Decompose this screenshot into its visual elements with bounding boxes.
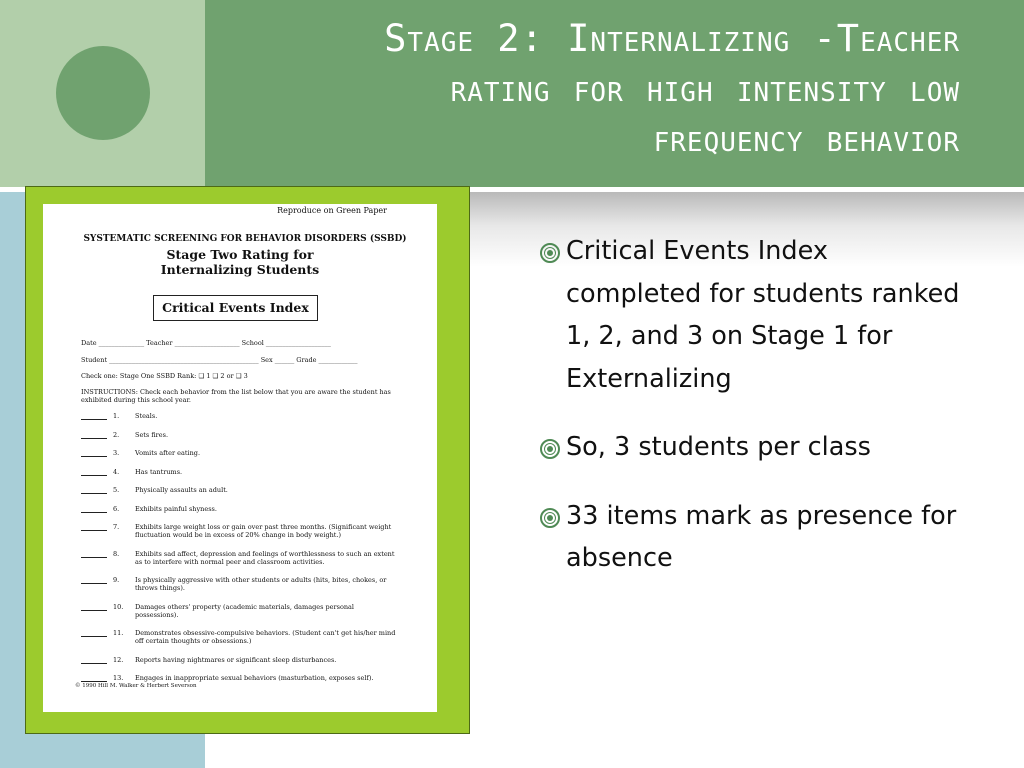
item-number: 12.: [113, 655, 124, 664]
title-line: Stage 2: Internalizing -Teacher: [384, 17, 960, 60]
item-text: Engages in inappropriate sexual behaviors (masturbation, exposes self).: [135, 674, 374, 682]
check-blank: [81, 523, 107, 531]
item-text: Steals.: [135, 412, 158, 420]
bullet-list: [538, 230, 968, 606]
bullet-item: [538, 426, 968, 469]
item-text: Has tantrums.: [135, 467, 183, 476]
item-number: 13.: [113, 674, 124, 682]
stage-title-line: Internalizing Students: [160, 262, 320, 277]
item-number: 5.: [113, 486, 120, 494]
item-number: 6.: [113, 504, 120, 513]
check-blank: [81, 550, 107, 558]
list-item: [81, 449, 396, 457]
item-number: 7.: [113, 523, 120, 531]
item-text: Exhibits painful shyness.: [135, 504, 217, 513]
critical-events-form: [43, 204, 437, 712]
list-item: [81, 550, 396, 566]
item-text: Vomits after eating.: [135, 449, 201, 457]
item-number: 2.: [113, 430, 120, 439]
check-blank: [81, 505, 107, 513]
check-blank: [81, 629, 107, 637]
bullet-item: [538, 495, 968, 580]
list-item: [81, 674, 396, 682]
item-text: Demonstrates obsessive-compulsive behaviors. (Student can't get his/her mind off certain thoughts or obsessions.): [135, 629, 396, 645]
list-item: [81, 505, 396, 513]
check-blank: [81, 656, 107, 664]
bullet-text: 33 items mark as presence for absence: [566, 500, 957, 573]
bullet-item: [538, 230, 968, 400]
bullet-text: So, 3 students per class: [566, 432, 871, 462]
list-item: [81, 603, 396, 619]
item-text: Physically assaults an adult.: [135, 486, 228, 494]
reproduce-note: Reproduce on Green Paper: [277, 206, 387, 215]
list-item: [81, 656, 396, 664]
item-text: Exhibits large weight loss or gain over past three months. (Significant weight fluctuation would be in excess of 20% change in body weight.): [135, 523, 392, 539]
student-sex-grade-line: Student ______________________________________________ Sex ______ Grade ____________: [81, 356, 358, 364]
ssbd-heading: SYSTEMATIC SCREENING FOR BEHAVIOR DISORDERS (SSBD): [83, 234, 407, 244]
date-teacher-school-line: Date ______________ Teacher ____________________ School ____________________: [81, 339, 331, 347]
title-line: frequency behavior: [653, 117, 960, 160]
behavior-list: [81, 412, 396, 693]
item-number: 10.: [113, 602, 124, 611]
decorative-circle: [56, 46, 150, 140]
target-bullet-icon: [540, 243, 560, 263]
check-blank: [81, 431, 107, 439]
stage-title-line: Stage Two Rating for: [166, 247, 314, 262]
instructions: INSTRUCTIONS: Check each behavior from the list below that you are aware the student has exhibited during this school year.: [81, 388, 391, 404]
check-blank: [81, 449, 107, 457]
check-blank: [81, 486, 107, 494]
check-blank: [81, 412, 107, 420]
target-bullet-icon: [540, 508, 560, 528]
list-item: [81, 629, 396, 645]
target-bullet-icon: [540, 439, 560, 459]
item-text: Exhibits sad affect, depression and feelings of worthlessness to such an extent as to interfere with normal peer and classroom activities.: [135, 549, 395, 566]
check-blank: [81, 468, 107, 476]
slide-title: [260, 14, 960, 164]
list-item: [81, 431, 396, 439]
list-item: [81, 412, 396, 420]
item-text: Sets fires.: [135, 430, 169, 439]
list-item: [81, 523, 396, 539]
item-number: 9.: [113, 576, 120, 584]
item-text: Reports having nightmares or significant sleep disturbances.: [135, 655, 337, 664]
item-number: 8.: [113, 549, 120, 558]
index-title-box: Critical Events Index: [153, 295, 318, 321]
item-text: Damages others' property (academic materials, damages personal possessions).: [135, 602, 355, 619]
item-number: 11.: [113, 629, 124, 637]
title-line: rating for high intensity low: [450, 67, 960, 110]
check-blank: [81, 674, 107, 682]
check-blank: [81, 603, 107, 611]
form-copyright: © 1990 Hill M. Walker & Herbert Severson: [75, 683, 197, 689]
check-blank: [81, 576, 107, 584]
item-text: Is physically aggressive with other students or adults (hits, bites, chokes, or throws things).: [135, 576, 387, 592]
item-number: 3.: [113, 449, 120, 457]
stage-title: [43, 247, 437, 277]
item-number: 1.: [113, 412, 120, 420]
list-item: [81, 576, 396, 592]
list-item: [81, 468, 396, 476]
form-image-frame: [25, 186, 470, 734]
bullet-text: Critical Events Index completed for students ranked 1, 2, and 3 on Stage 1 for Externalizing: [566, 236, 960, 394]
item-number: 4.: [113, 467, 120, 476]
list-item: [81, 486, 396, 494]
rank-check-line: Check one: Stage One SSBD Rank: ❑ 1 ❑ 2 or ❑ 3: [81, 372, 248, 380]
